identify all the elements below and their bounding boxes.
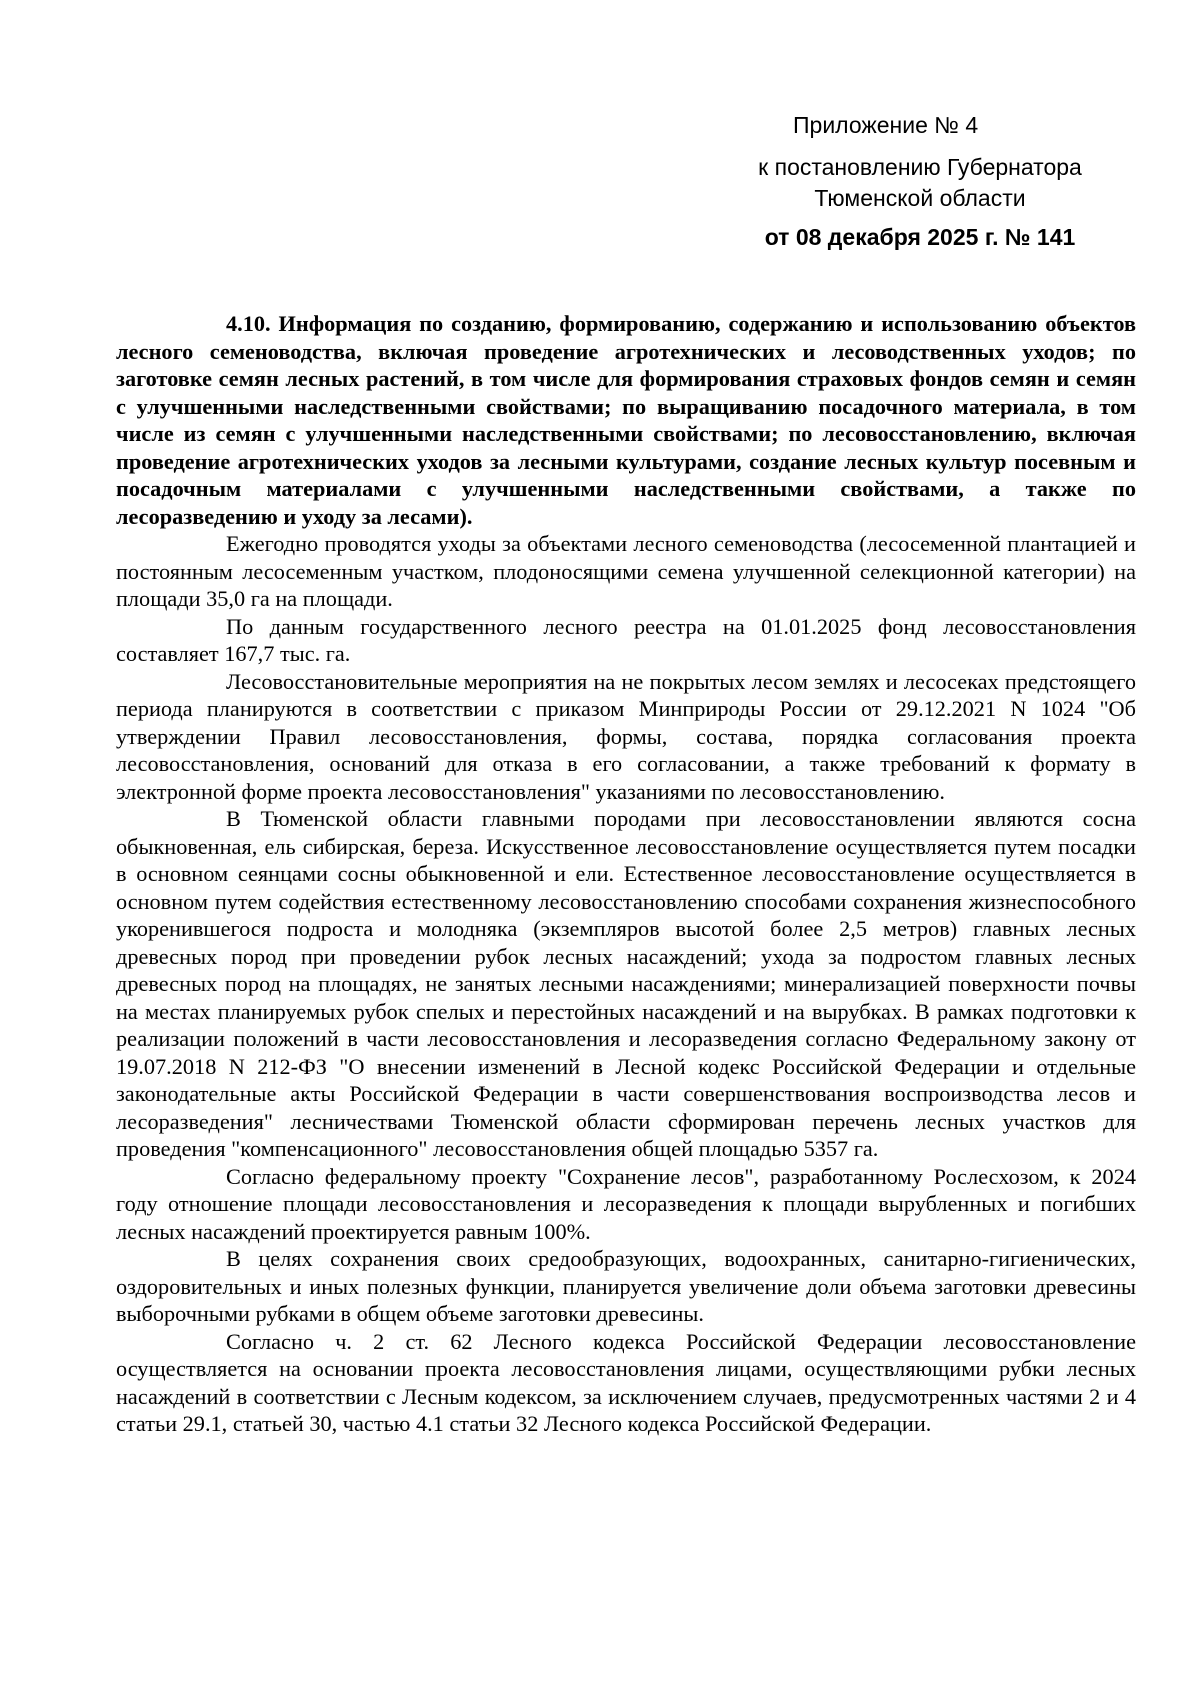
paragraph-reforestation-measures: Лесовосстановительные мероприятия на не покрытых лесом землях и лесосеках предстоящего периода планируются в соответствии с приказом Минприроды России от 29.12.2021 N 1024 "Об утверждении Правил лесовосстановления, формы, состава, порядка согласования проекта лесовосстановления, оснований для отказа в его согласовании, а также требований к формату в электронной форме проекта лесовосстановления" указаниями по лесовосстановлению. [116,668,1136,804]
resolution-date-number: от 08 декабря 2025 г. № 141 [764,224,1076,250]
paragraph-federal-project: Согласно федеральному проекту "Сохранение лесов", разработанному Рослесхозом, к 2024 году отношение площади лесовосстановления и лесоразведения к площади вырубленных и погибших лесных насаждений проектируется равным 100%. [116,1163,1136,1244]
region-name: Тюменской области [814,185,1026,211]
paragraph-reforestation-fund: По данным государственного лесного реестра на 01.01.2025 фонд лесовосстановления составляет 167,7 тыс. га. [116,613,1136,666]
section-body [116,310,1136,1438]
paragraph-seed-objects: Ежегодно проводятся уходы за объектами лесного семеноводства (лесосеменной плантацией и постоянным лесосеменным участком, плодоносящими семена улучшенной селекционной категории) на площади 35,0 га на площади. [116,531,1136,611]
paragraph-selective-felling: В целях сохранения своих средообразующих, водоохранных, санитарно-гигиенических, оздоровительных и иных полезных функции, планируется увеличение доли объема заготовки древесины выборочными рубками в общем объеме заготовки древесины. [116,1246,1136,1326]
paragraph-main-species: В Тюменской области главными породами при лесовосстановлении являются сосна обыкновенная, ель сибирская, береза. Искусственное лесовосстановление осуществляется путем посадки в основном сеянцами сосны обыкновенной и ели. Естественное лесовосстановление осуществляется в основном путем содействия естественному лесовосстановлению способами сохранения жизнеспособного укоренившегося подроста и молодняка (экземпляров высотой более 2,5 метров) главных лесных древесных пород при проведении рубок лесных насаждений; ухода за подростом главных лесных древесных пород на площадях, не занятых лесными насаждениями; минерализацией поверхности почвы на местах планируемых рубок спелых и перестойных насаждений и на вырубках. В рамках подготовки к реализации положений в части лесовосстановления и лесоразведения согласно Федеральному закону от 19.07.2018 N 212-ФЗ "О внесении изменений в Лесной кодекс Российской Федерации и отдельные законодательные акты Российской Федерации в части совершенствования воспроизводства лесов и лесоразведения" лесничествами Тюменской области сформирован перечень лесных участков для проведения "компенсационного" лесовосстановления общей площадью 5357 га. [116,806,1136,1161]
section-heading: 4.10. Информация по созданию, формированию, содержанию и использованию объектов лесного семеноводства, включая проведение агротехнических и лесоводственных уходов; по заготовке семян лесных растений, в том числе для формирования страховых фондов семян и семян с улучшенными наследственными свойствами; по выращиванию посадочного материала, в том числе из семян с улучшенными наследственными свойствами; по лесовосстановлению, включая проведение агротехнических уходов за лесными культурами, создание лесных культур посевным и посадочным материалами с улучшенными наследственными свойствами, а также по лесоразведению и уходу за лесами). [116,311,1136,529]
appendix-header [700,110,1140,253]
appendix-number: Приложение № 4 [793,112,979,138]
resolution-reference: к постановлению Губернатора [758,154,1082,180]
paragraph-forest-code: Согласно ч. 2 ст. 62 Лесного кодекса Российской Федерации лесовосстановление осуществляется на основании проекта лесовосстановления лицами, осуществляющими рубки лесных насаждений в соответствии с Лесным кодексом, за исключением случаев, предусмотренных частями 2 и 4 статьи 29.1, статьей 30, частью 4.1 статьи 32 Лесного кодекса Российской Федерации. [116,1328,1136,1436]
